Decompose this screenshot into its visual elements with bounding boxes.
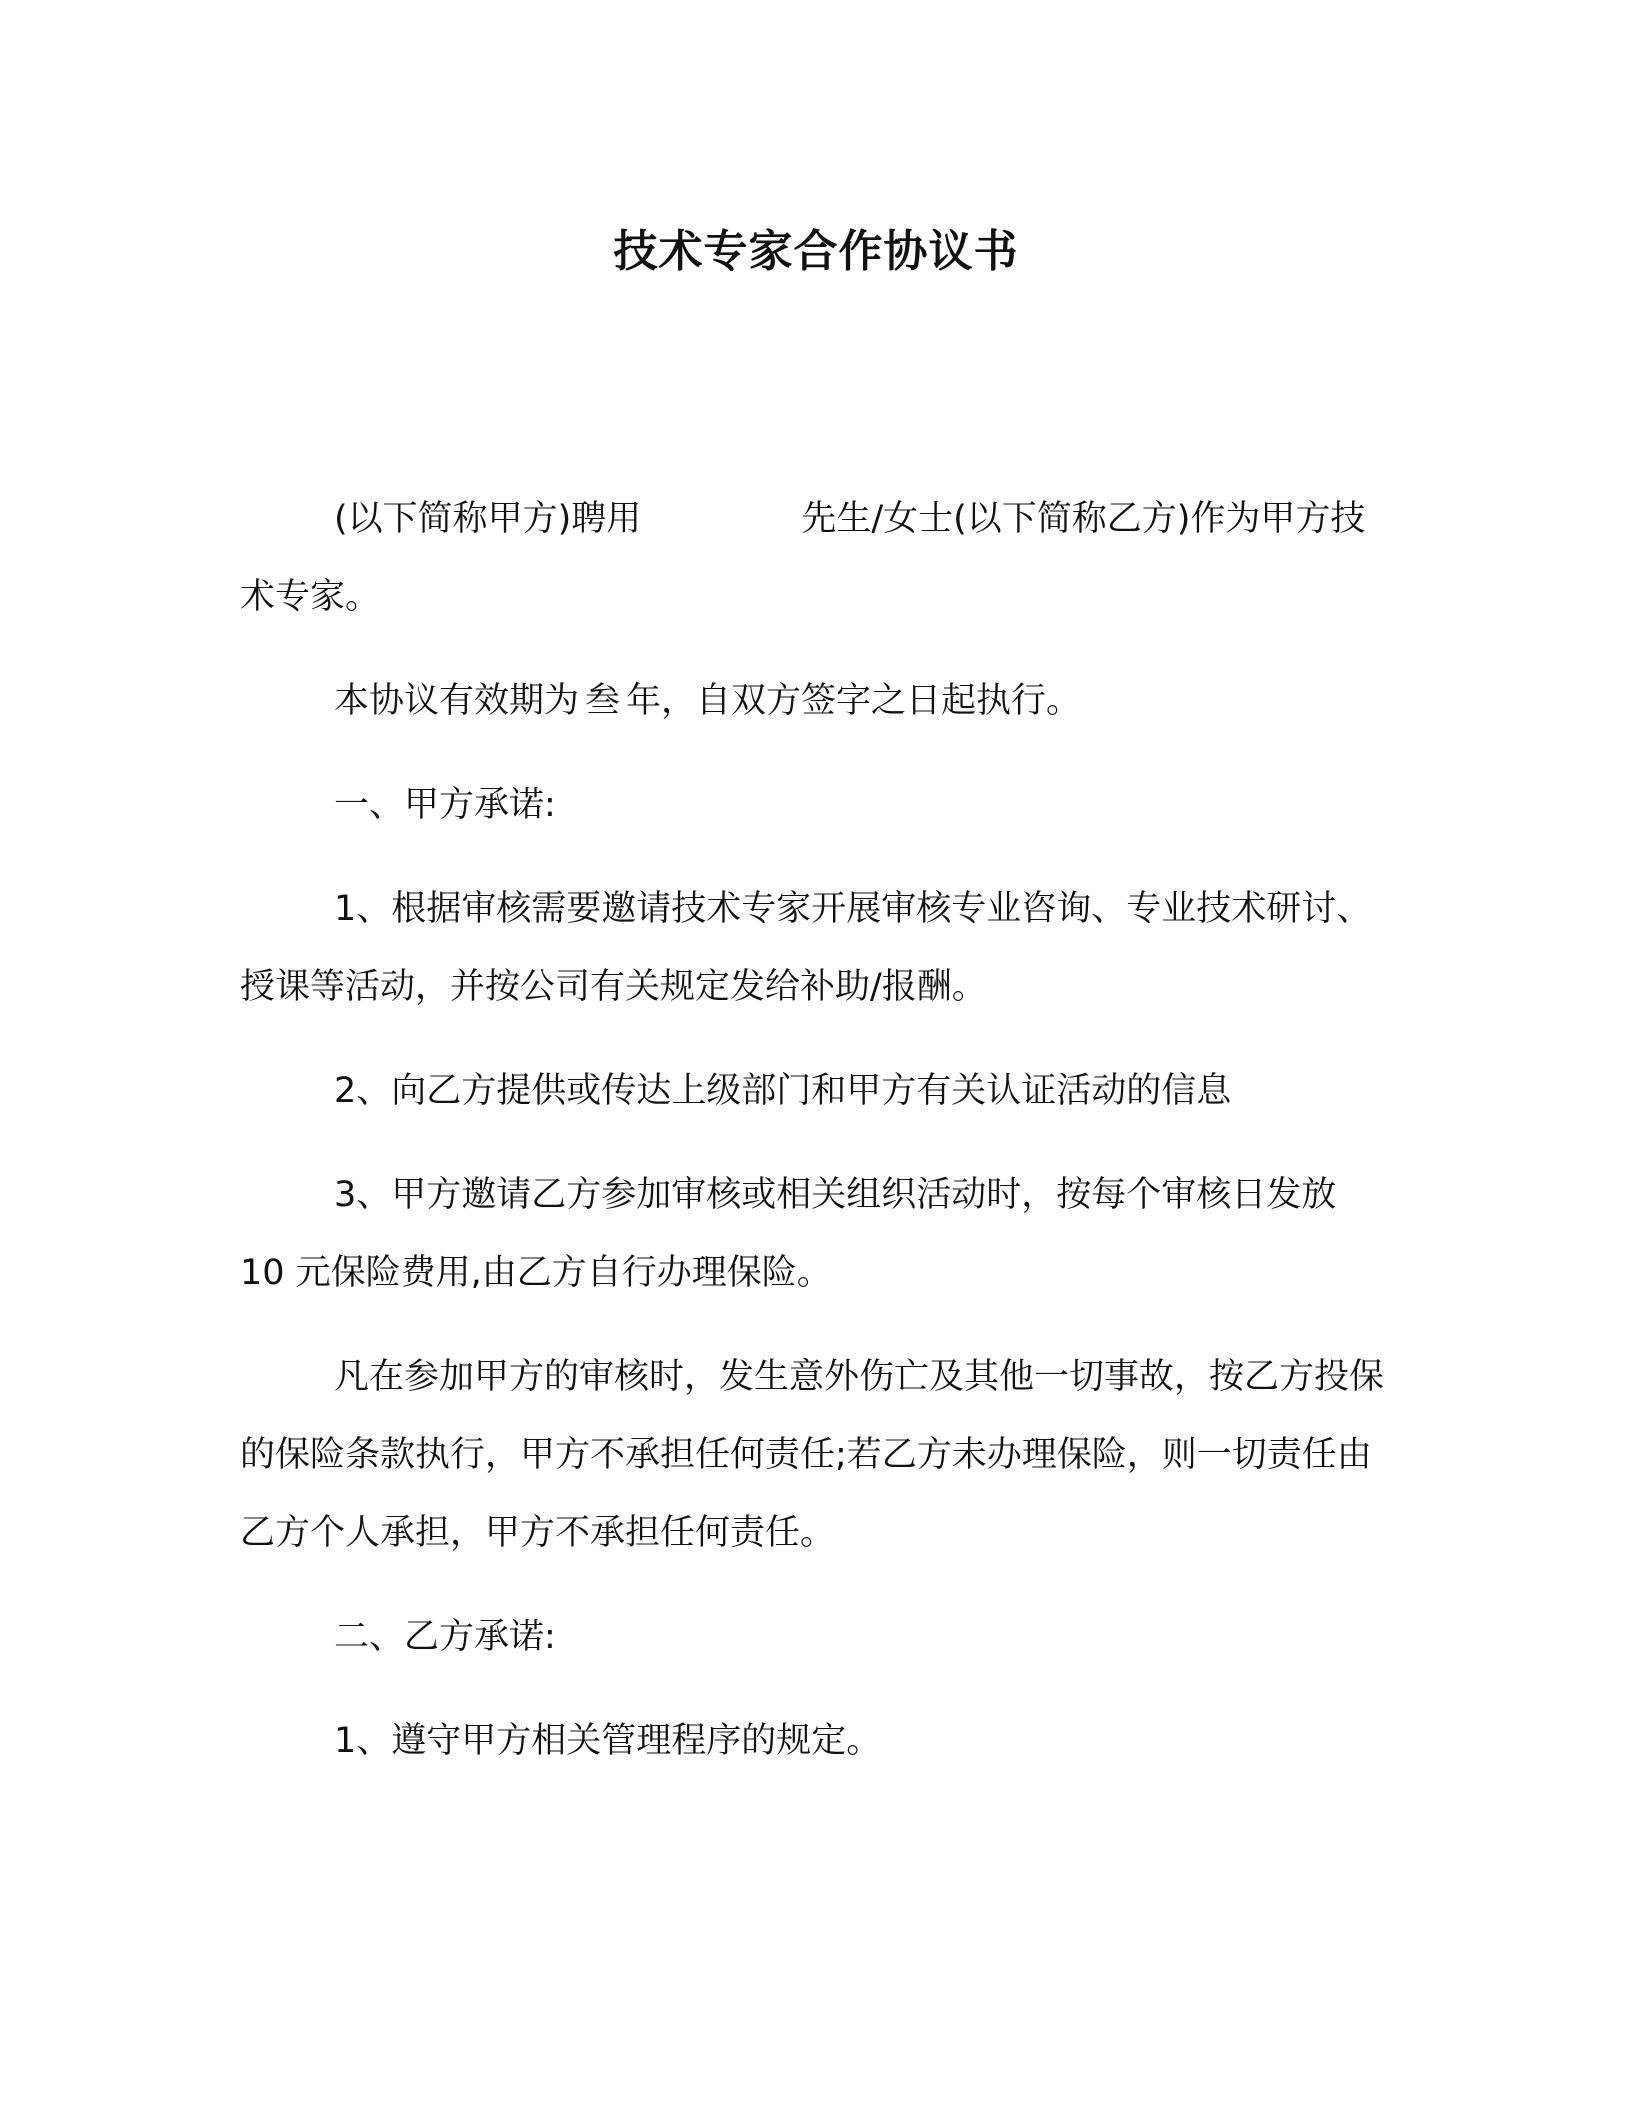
- intro-text-part1: (以下简称甲方)聘用: [334, 499, 642, 539]
- validity-years: 叁: [585, 681, 621, 721]
- section2-heading: 二、乙方承诺:: [334, 1617, 556, 1657]
- validity-prefix: 本协议有效期为: [334, 681, 580, 721]
- section1-note: 凡在参加甲方的审核时，发生意外伤亡及其他一切事故，按乙方投保的保险条款执行，甲方不承担任何责任;若乙方未办理保险，则一切责任由乙方个人承担，甲方不承担任何责任。: [240, 1357, 1385, 1553]
- section2-item1: 1、遵守甲方相关管理程序的规定。: [334, 1721, 882, 1761]
- section1-item2: 2、向乙方提供或传达上级部门和甲方有关认证活动的信息: [334, 1071, 1232, 1111]
- section1-item1: 1、根据审核需要邀请技术专家开展审核专业咨询、专业技术研讨、授课等活动，并按公司有关规定发给补助/报酬。: [240, 889, 1372, 1007]
- section1-heading: 一、甲方承诺:: [334, 785, 556, 825]
- intro-text-part2: 先生/女士(以下简称乙方)作为甲方技术专家。: [240, 499, 1366, 617]
- validity-suffix: 年，自双方签字之日起执行。: [626, 681, 1082, 721]
- validity-paragraph: [240, 662, 1390, 740]
- intro-paragraph: [240, 480, 1390, 636]
- section1-item3: 3、甲方邀请乙方参加审核或相关组织活动时，按每个审核日发放 10 元保险费用,由乙方自行办理保险。: [240, 1175, 1337, 1293]
- document-title: 技术专家合作协议书: [613, 226, 1019, 277]
